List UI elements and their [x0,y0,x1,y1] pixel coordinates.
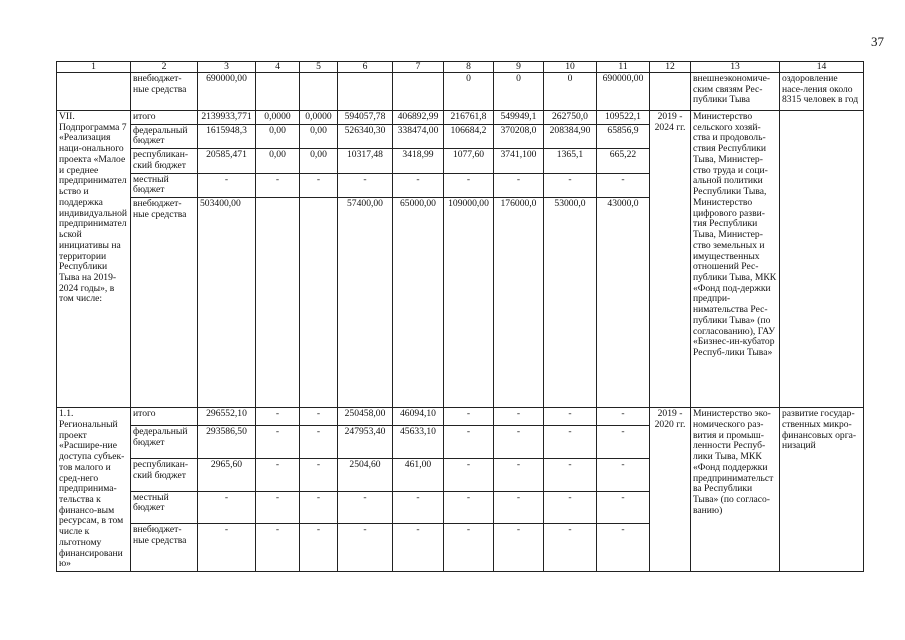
value-2024: 549949,1 [494,111,544,125]
funding-source: внебюджет-ные средства [131,198,198,408]
value-2019: - [256,426,300,459]
value-2022: 406892,99 [393,111,444,125]
value-2023: 106684,2 [444,124,494,148]
value-2021: 594057,78 [338,111,393,125]
value-total: 2965,60 [198,459,256,492]
budget-table [56,61,864,572]
value-2020: - [300,491,338,524]
value-2021: 247953,40 [338,426,393,459]
value-2022: 3418,99 [393,149,444,173]
value-2026: - [597,173,650,197]
value-2020 [300,198,338,408]
value-2022: 45633,10 [393,426,444,459]
column-number: 8 [444,62,494,73]
value-2024: - [494,173,544,197]
value-2021: - [338,491,393,524]
funding-source: республикан-ский бюджет [131,459,198,492]
value-2019: 0,0000 [256,111,300,125]
column-number: 5 [300,62,338,73]
value-2019: - [256,459,300,492]
value-2020: 0,00 [300,149,338,173]
funding-source: местный бюджет [131,173,198,197]
value-2024: - [494,408,544,426]
value-2022: - [393,491,444,524]
value-2023: - [444,408,494,426]
column-number: 1 [57,62,131,73]
value-2021 [338,73,393,111]
value-2021: - [338,524,393,572]
value-2021: 2504,60 [338,459,393,492]
value-2022: 46094,10 [393,408,444,426]
subprogram-title: VII. Подпрограмма 7 «Реализация наци-онального проекта «Малое и среднее предпринимательство и поддержка индивидуальной предпринимательской инициативы на территории Республики Тыва на 2019-2024 годы», в том числе: [57,111,131,408]
result-cell [780,111,864,408]
value-2021: 250458,00 [338,408,393,426]
value-2022: - [393,173,444,197]
value-2025: 1365,1 [544,149,597,173]
value-2019 [256,198,300,408]
value-2021: 57400,00 [338,198,393,408]
value-2026: - [597,426,650,459]
value-2020: - [300,426,338,459]
value-2025: 0 [544,73,597,111]
value-2025: - [544,408,597,426]
value-2026: - [597,491,650,524]
column-number: 10 [544,62,597,73]
table-row [57,408,864,426]
value-2022: 461,00 [393,459,444,492]
value-total: 1615948,3 [198,124,256,148]
value-2020: - [300,459,338,492]
funding-source: внебюджет-ные средства [131,73,198,111]
value-2023: - [444,524,494,572]
value-2025: 53000,0 [544,198,597,408]
value-2024: - [494,459,544,492]
value-2021: - [338,173,393,197]
value-2023: - [444,426,494,459]
value-2023: - [444,459,494,492]
value-2019: 0,00 [256,149,300,173]
column-number: 2 [131,62,198,73]
value-total: 690000,00 [198,73,256,111]
value-2026: - [597,408,650,426]
value-2024: 176000,0 [494,198,544,408]
value-total: 503400,00 [198,198,256,408]
value-2020 [300,73,338,111]
value-2025: - [544,173,597,197]
value-total: 2139933,771 [198,111,256,125]
value-2026: 690000,00 [597,73,650,111]
column-number: 13 [691,62,780,73]
value-2020: - [300,408,338,426]
program-cell [57,73,131,111]
period-cell: 2019 - 2020 гг. [650,408,691,572]
column-number: 9 [494,62,544,73]
value-2019: 0,00 [256,124,300,148]
value-2019: - [256,491,300,524]
period-cell [650,73,691,111]
responsible-cell: внешнеэкономиче-ским связям Рес-публики Тыва [691,73,780,111]
value-2024: - [494,524,544,572]
value-2026: 43000,0 [597,198,650,408]
responsible-cell: Министерство эко-номического раз-вития и промыш-ленности Респуб-лики Тыва, МКК «Фонд поддержки предпринимательства Республики Тыва» (по согласо-ванию) [691,408,780,572]
value-2021: 10317,48 [338,149,393,173]
value-2025: - [544,524,597,572]
funding-source: федеральный бюджет [131,124,198,148]
value-2024: 3741,100 [494,149,544,173]
value-2020: - [300,524,338,572]
value-2024: - [494,426,544,459]
period-cell: 2019 - 2024 гг. [650,111,691,408]
value-2026: - [597,459,650,492]
value-2023: 109000,00 [444,198,494,408]
value-2024: - [494,491,544,524]
value-2024: 0 [494,73,544,111]
column-number: 12 [650,62,691,73]
value-2023: - [444,173,494,197]
value-total: - [198,524,256,572]
value-2026: - [597,524,650,572]
value-2024: 370208,0 [494,124,544,148]
value-2020: - [300,173,338,197]
value-2026: 65856,9 [597,124,650,148]
value-2019 [256,73,300,111]
value-2025: - [544,491,597,524]
responsible-cell: Министерство сельского хозяй-ства и продоволь-ствия Республики Тыва, Министер-ство труда и соци-альной политики Республики Тыва, Министерство цифрового разви-тия Республики Тыва, Министер-ство земельных и имущественных отношений Рес-публики Тыва, МКК «Фонд под-держки предпри-нимательства Рес-публики Тыва» (по согласованию), ГАУ «Бизнес-ин-кубатор Респуб-лики Тыва» [691,111,780,408]
value-2020: 0,00 [300,124,338,148]
value-2022: 338474,00 [393,124,444,148]
column-number-row [57,62,864,73]
value-2022: - [393,524,444,572]
funding-source: местный бюджет [131,491,198,524]
funding-source: итого [131,408,198,426]
value-total: - [198,491,256,524]
value-2023: 1077,60 [444,149,494,173]
value-2025: 208384,90 [544,124,597,148]
project-title: 1.1. Региональный проект «Расшире-ние доступа субъек-тов малого и сред-него предпринима-тельства к финансо-вым ресурсам, в том числе к льготному финансированию» [57,408,131,572]
value-2019: - [256,408,300,426]
column-number: 7 [393,62,444,73]
table-row [57,73,864,111]
funding-source: внебюджет-ные средства [131,524,198,572]
funding-source: республикан-ский бюджет [131,149,198,173]
funding-source: итого [131,111,198,125]
result-cell: оздоровление насе-ления около 8315 человек в год [780,73,864,111]
column-number: 6 [338,62,393,73]
value-2019: - [256,524,300,572]
table-row [57,111,864,125]
result-cell: развитие государ-ственных микро-финансовых орга-низаций [780,408,864,572]
value-2020: 0,0000 [300,111,338,125]
funding-source: федеральный бюджет [131,426,198,459]
value-2023: 0 [444,73,494,111]
value-2022 [393,73,444,111]
value-2026: 665,22 [597,149,650,173]
value-total: 293586,50 [198,426,256,459]
value-total: 296552,10 [198,408,256,426]
value-2021: 526340,30 [338,124,393,148]
column-number: 4 [256,62,300,73]
value-2025: - [544,459,597,492]
value-2026: 109522,1 [597,111,650,125]
column-number: 11 [597,62,650,73]
value-2023: 216761,8 [444,111,494,125]
value-2025: - [544,426,597,459]
page-number: 37 [871,34,884,49]
value-total: 20585,471 [198,149,256,173]
value-2023: - [444,491,494,524]
value-total: - [198,173,256,197]
value-2019: - [256,173,300,197]
column-number: 14 [780,62,864,73]
value-2025: 262750,0 [544,111,597,125]
value-2022: 65000,00 [393,198,444,408]
column-number: 3 [198,62,256,73]
